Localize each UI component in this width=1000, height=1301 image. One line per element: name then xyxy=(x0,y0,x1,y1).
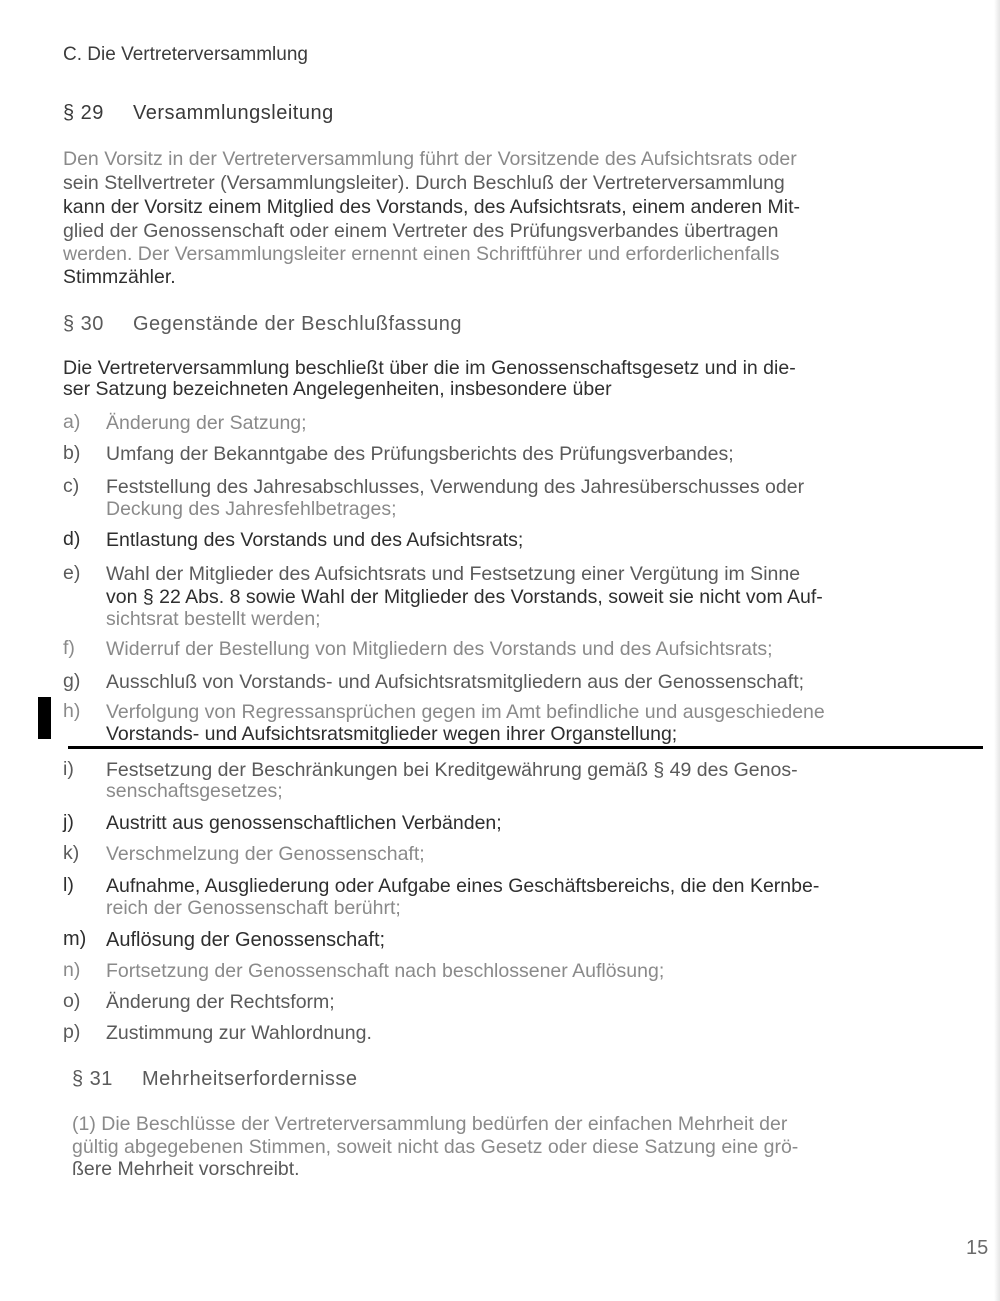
item-letter: p) xyxy=(63,1021,81,1043)
item-text: Verschmelzung der Genossenschaft; xyxy=(106,843,425,865)
section-30-number: § 30 xyxy=(63,313,104,335)
item-letter: b) xyxy=(63,442,81,464)
item-text: Aufnahme, Ausgliederung oder Aufgabe eines Geschäftsbereichs, die den Kernbe- xyxy=(106,875,820,897)
item-text: von § 22 Abs. 8 sowie Wahl der Mitglieder des Vorstands, soweit sie nicht vom Auf- xyxy=(106,586,823,608)
item-text: Entlastung des Vorstands und des Aufsichtsrats; xyxy=(106,529,524,551)
item-text: Umfang der Bekanntgabe des Prüfungsberichts des Prüfungsverbandes; xyxy=(106,443,734,465)
chapter-heading: C. Die Vertreterversammlung xyxy=(63,44,308,65)
item-letter: c) xyxy=(63,475,80,497)
item-text: Ausschluß von Vorstands- und Aufsichtsratsmitgliedern aus der Genossenschaft; xyxy=(106,671,805,693)
section-29-line: glied der Genossenschaft oder einem Vertreter des Prüfungsverbandes übertragen xyxy=(63,220,779,242)
section-31-number: § 31 xyxy=(72,1068,113,1090)
item-text: Festsetzung der Beschränkungen bei Kreditgewährung gemäß § 49 des Genos- xyxy=(106,759,798,781)
item-text: sichtsrat bestellt werden; xyxy=(106,608,321,630)
section-29-line: Stimmzähler. xyxy=(63,266,176,288)
item-text: Änderung der Satzung; xyxy=(106,412,307,434)
section-30-title: Gegenstände der Beschlußfassung xyxy=(133,313,463,335)
item-text: reich der Genossenschaft berührt; xyxy=(106,897,401,919)
item-text: Zustimmung zur Wahlordnung. xyxy=(106,1022,372,1044)
item-text: Fortsetzung der Genossenschaft nach beschlossener Auflösung; xyxy=(106,960,665,982)
item-letter: d) xyxy=(63,528,81,550)
section-30-intro: Die Vertreterversammlung beschließt über die im Genossenschaftsgesetz und in die- xyxy=(63,357,796,379)
section-31-line: ßere Mehrheit vorschreibt. xyxy=(72,1158,300,1180)
item-letter: h) xyxy=(63,700,81,722)
section-29-line: kann der Vorsitz einem Mitglied des Vorstands, des Aufsichtsrats, einem anderen Mit- xyxy=(63,196,801,218)
item-letter: j) xyxy=(63,811,74,833)
item-text: Deckung des Jahresfehlbetrages; xyxy=(106,498,397,520)
item-text: Vorstands- und Aufsichtsratsmitglieder wegen ihrer Organstellung; xyxy=(106,723,678,745)
item-letter: f) xyxy=(63,637,75,659)
item-letter: l) xyxy=(63,874,74,896)
section-29-number: § 29 xyxy=(63,102,104,124)
item-letter: o) xyxy=(63,990,81,1012)
item-letter: e) xyxy=(63,562,81,584)
item-letter: n) xyxy=(63,959,81,981)
item-letter: a) xyxy=(63,411,81,433)
section-29-line: sein Stellvertreter (Versammlungsleiter). Durch Beschluß der Vertreterversammlung xyxy=(63,172,785,194)
section-30-intro: ser Satzung bezeichneten Angelegenheiten, insbesondere über xyxy=(63,378,612,400)
section-29-title: Versammlungsleitung xyxy=(133,102,334,124)
divider-rule xyxy=(68,746,983,749)
item-letter: g) xyxy=(63,670,81,692)
page-number: 15 xyxy=(966,1237,989,1259)
item-text: Feststellung des Jahresabschlusses, Verwendung des Jahresüberschusses oder xyxy=(106,476,805,498)
item-text: Verfolgung von Regressansprüchen gegen im Amt befindliche und ausgeschiedene xyxy=(106,701,825,723)
item-letter: i) xyxy=(63,758,74,780)
section-29-line: werden. Der Versammlungsleiter ernennt einen Schriftführer und erforderlichenfalls xyxy=(63,243,780,265)
scan-edge-shadow xyxy=(994,0,1000,1301)
item-letter: m) xyxy=(63,928,87,950)
item-letter: k) xyxy=(63,842,80,864)
item-text: Widerruf der Bestellung von Mitgliedern des Vorstands und des Aufsichtsrats; xyxy=(106,638,773,660)
item-text: Auflösung der Genossenschaft; xyxy=(106,929,386,951)
item-text: Austritt aus genossenschaftlichen Verbänden; xyxy=(106,812,502,834)
section-31-line: (1) Die Beschlüsse der Vertreterversammlung bedürfen der einfachen Mehrheit der xyxy=(72,1113,788,1135)
item-text: Wahl der Mitglieder des Aufsichtsrats und Festsetzung einer Vergütung im Sinne xyxy=(106,563,801,585)
section-29-line: Den Vorsitz in der Vertreterversammlung führt der Vorsitzende des Aufsichtsrats oder xyxy=(63,148,797,170)
margin-marker xyxy=(38,697,51,739)
section-31-line: gültig abgegebenen Stimmen, soweit nicht das Gesetz oder diese Satzung eine grö- xyxy=(72,1136,799,1158)
section-31-title: Mehrheitserfordernisse xyxy=(142,1068,358,1090)
item-text: Änderung der Rechtsform; xyxy=(106,991,335,1013)
item-text: senschaftsgesetzes; xyxy=(106,780,283,802)
